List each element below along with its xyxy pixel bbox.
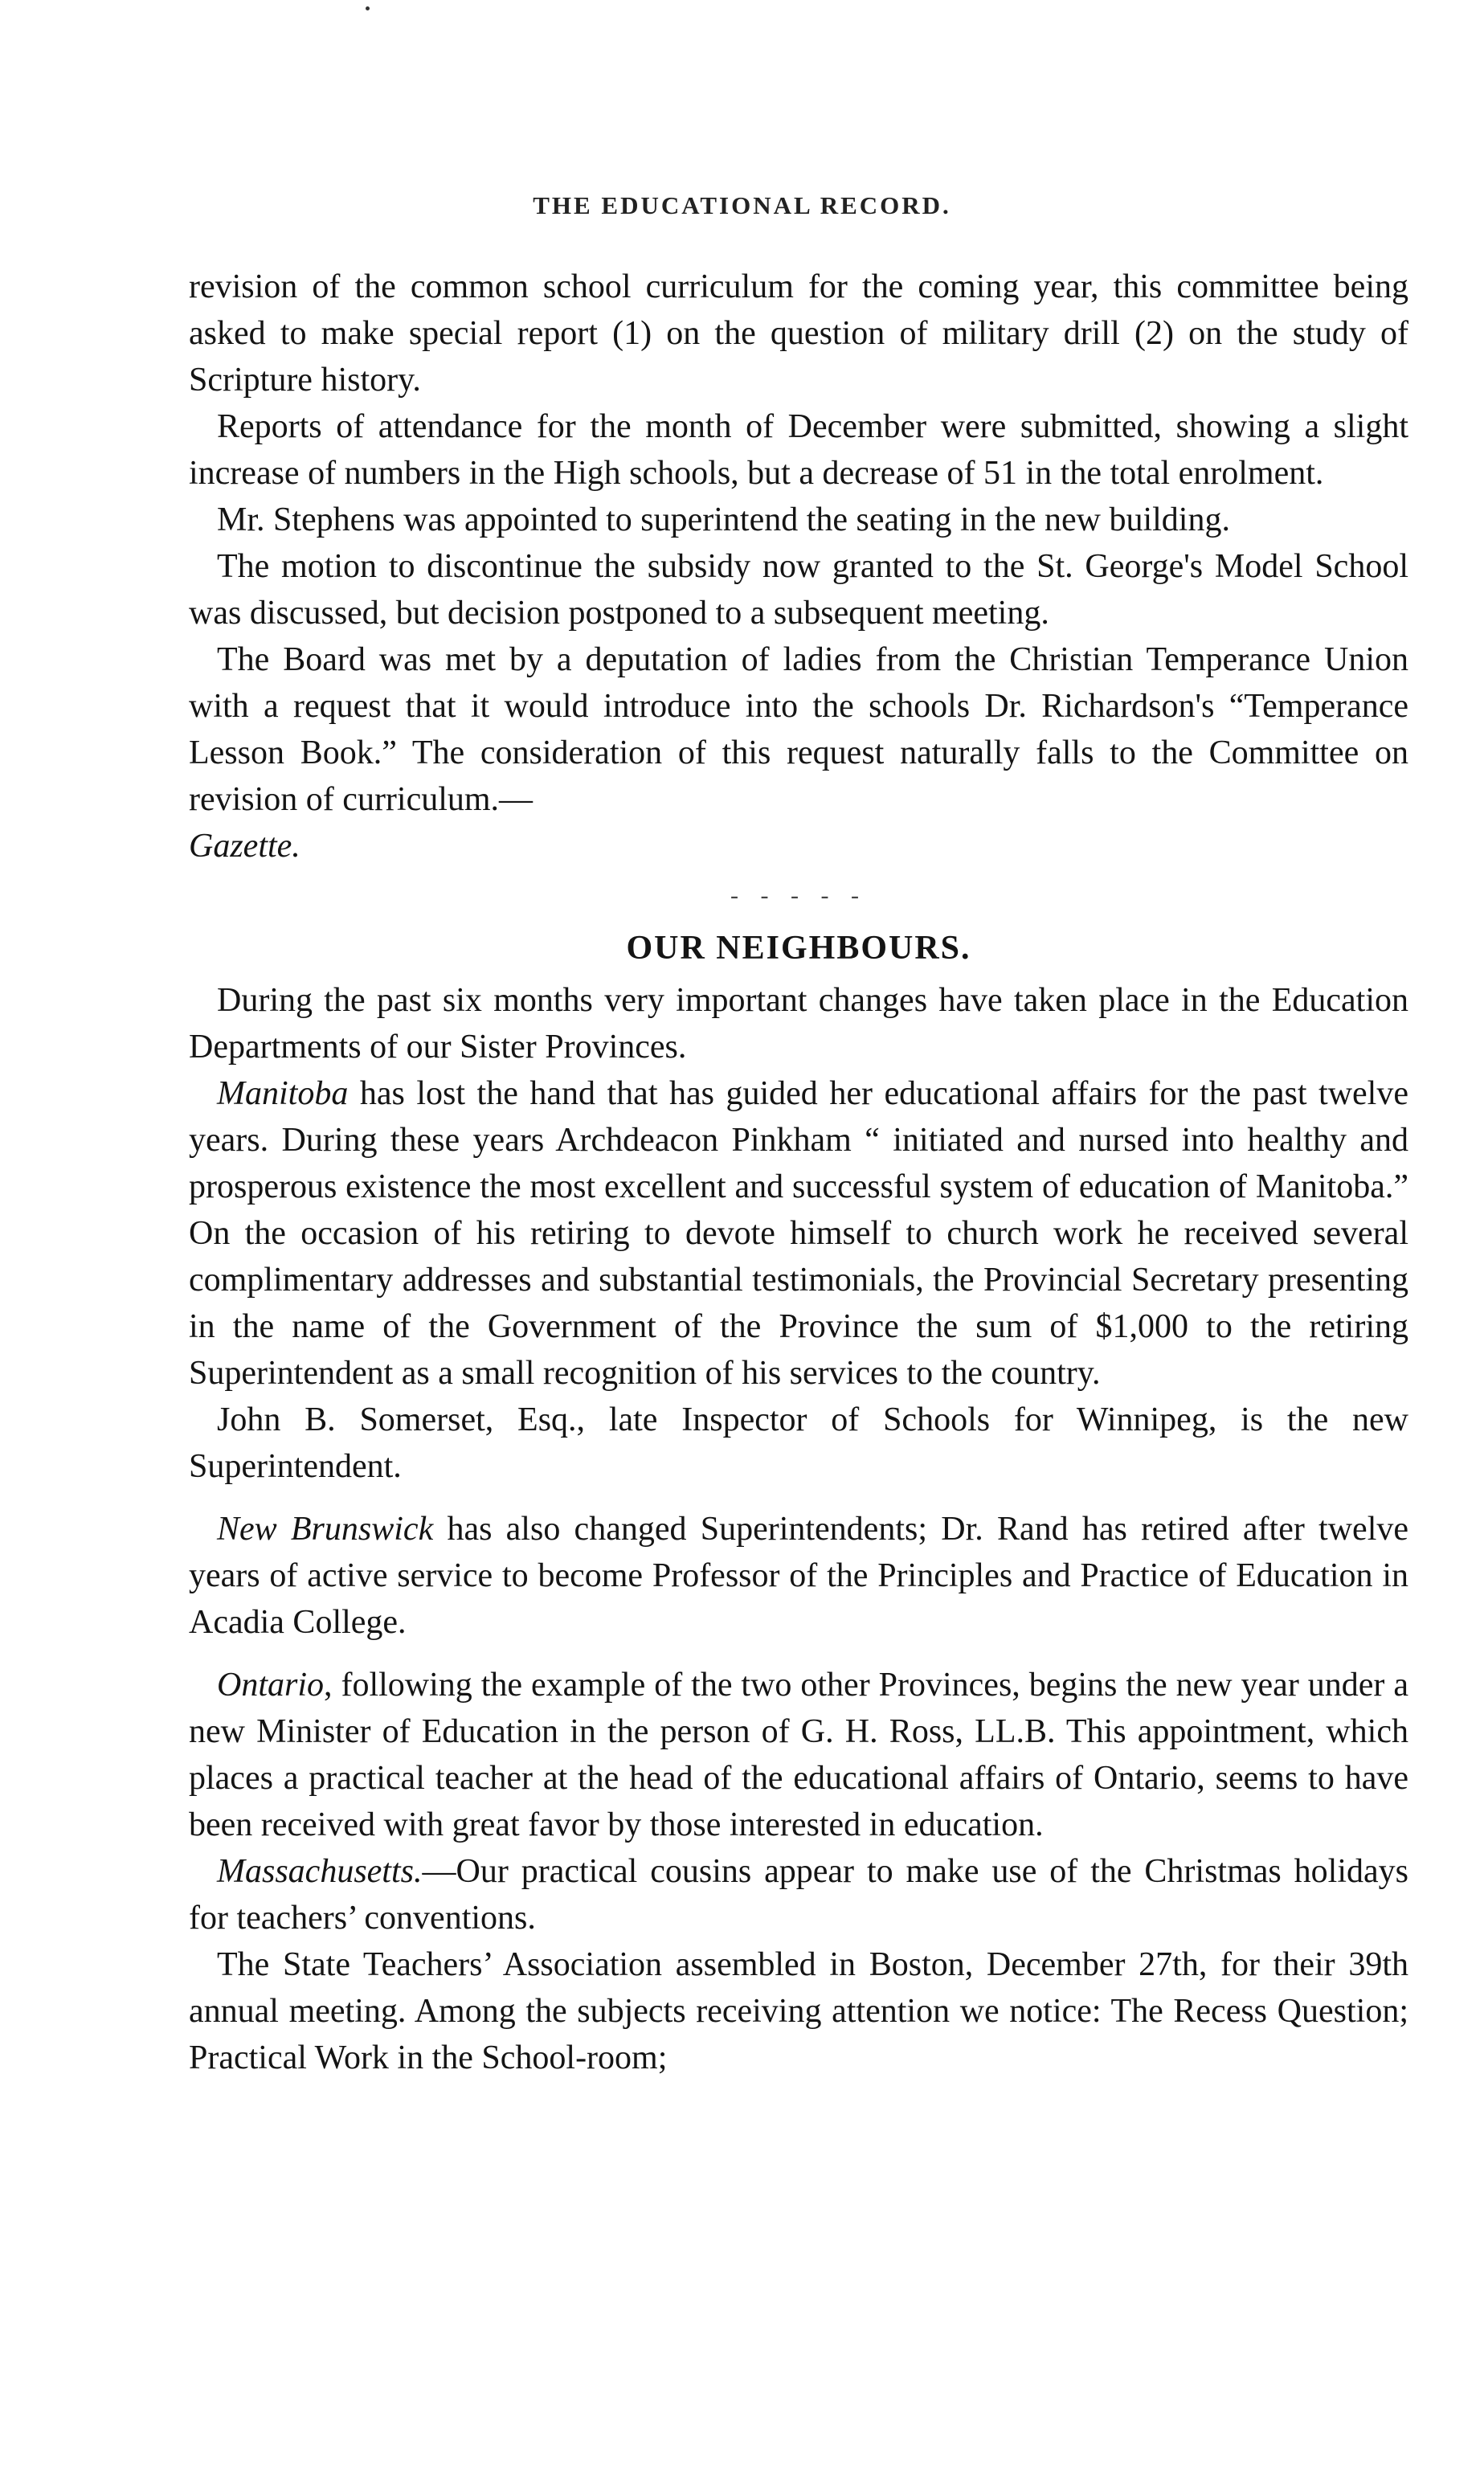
paragraph-seating: Mr. Stephens was appointed to superintend the seating in the new building.: [217, 501, 1230, 538]
text-column: [189, 264, 1408, 2081]
paragraph-temperance: [189, 636, 1408, 869]
running-head: THE EDUCATIONAL RECORD.: [533, 191, 951, 219]
paragraph-attendance: Reports of attendance for the month of December were submitted, showing a slight increase of numbers in the High schools, but a decrease of 51 in the total enrolment.: [189, 408, 1408, 492]
section-heading: OUR NEIGHBOURS.: [626, 930, 971, 967]
paragraph-new-brunswick: [189, 1506, 1408, 1646]
stray-ink-dot: [366, 6, 370, 10]
new-brunswick-text: has also changed Superintendents; Dr. Rand has retired after twelve years of active service to become Professor of the Principles and Practice of Education in Acadia College.: [189, 1511, 1409, 1641]
manitoba-text: has lost the hand that has guided her educational affairs for the past twelve years. During these years Archdeacon Pinkham “ initiated and nursed into healthy and prosperous existence the most excellent and successful system of education of Manitoba.” On the occasion of his retiring to devote himself to church work he received several complimentary addresses and substantial testimonials, the Provincial Secretary presenting in the name of the Government of the Province the sum of $1,000 to the retiring Superintendent as a small recognition of his services to the country.: [189, 1075, 1408, 1392]
source-gazette: Gazette.: [189, 828, 300, 865]
massachusetts-text: —Our practical cousins appear to make use of the Christmas holidays for teachers’ conventions.: [189, 1853, 1408, 1937]
ontario-text: , following the example of the two other Provinces, begins the new year under a new Minister of Education in the person of G. H. Ross, LL.B. This appointment, which places a practical teacher at the head of the educational affairs of Ontario, seems to have been received with great favor by those interested in education.: [189, 1667, 1408, 1843]
paragraph-intro: During the past six months very important changes have taken place in the Education Departments of our Sister Provinces.: [189, 982, 1408, 1066]
section-divider: - - - - -: [730, 882, 867, 909]
paragraph-ontario: [189, 1662, 1408, 1848]
paragraph-manitoba: [189, 1070, 1408, 1397]
paragraph-somerset: John B. Somerset, Esq., late Inspector of Schools for Winnipeg, is the new Superintendent.: [189, 1401, 1408, 1485]
province-manitoba: Manitoba: [217, 1075, 349, 1112]
paragraph-state-association: The State Teachers’ Association assembled in Boston, December 27th, for their 39th annual meeting. Among the subjects receiving attention we notice: The Recess Question; Practical Work in the School-room;: [189, 1946, 1408, 2076]
paragraph-curriculum: revision of the common school curriculum for the coming year, this committee being asked to make special report (1) on the question of military drill (2) on the study of Scripture history.: [189, 268, 1408, 399]
temperance-text: The Board was met by a deputation of ladies from the Christian Temperance Union with a request that it would introduce into the schools Dr. Richardson's “Temperance Lesson Book.” The consideration of this request naturally falls to the Committee on revision of curriculum.—: [189, 641, 1408, 818]
province-new-brunswick: New Brunswick: [217, 1511, 434, 1548]
paragraph-massachusetts: [189, 1848, 1408, 1941]
state-massachusetts: Massachusetts.: [217, 1853, 423, 1890]
province-ontario: Ontario: [217, 1667, 325, 1704]
paragraph-subsidy: The motion to discontinue the subsidy now granted to the St. George's Model School was discussed, but decision postponed to a subsequent meeting.: [189, 548, 1408, 632]
